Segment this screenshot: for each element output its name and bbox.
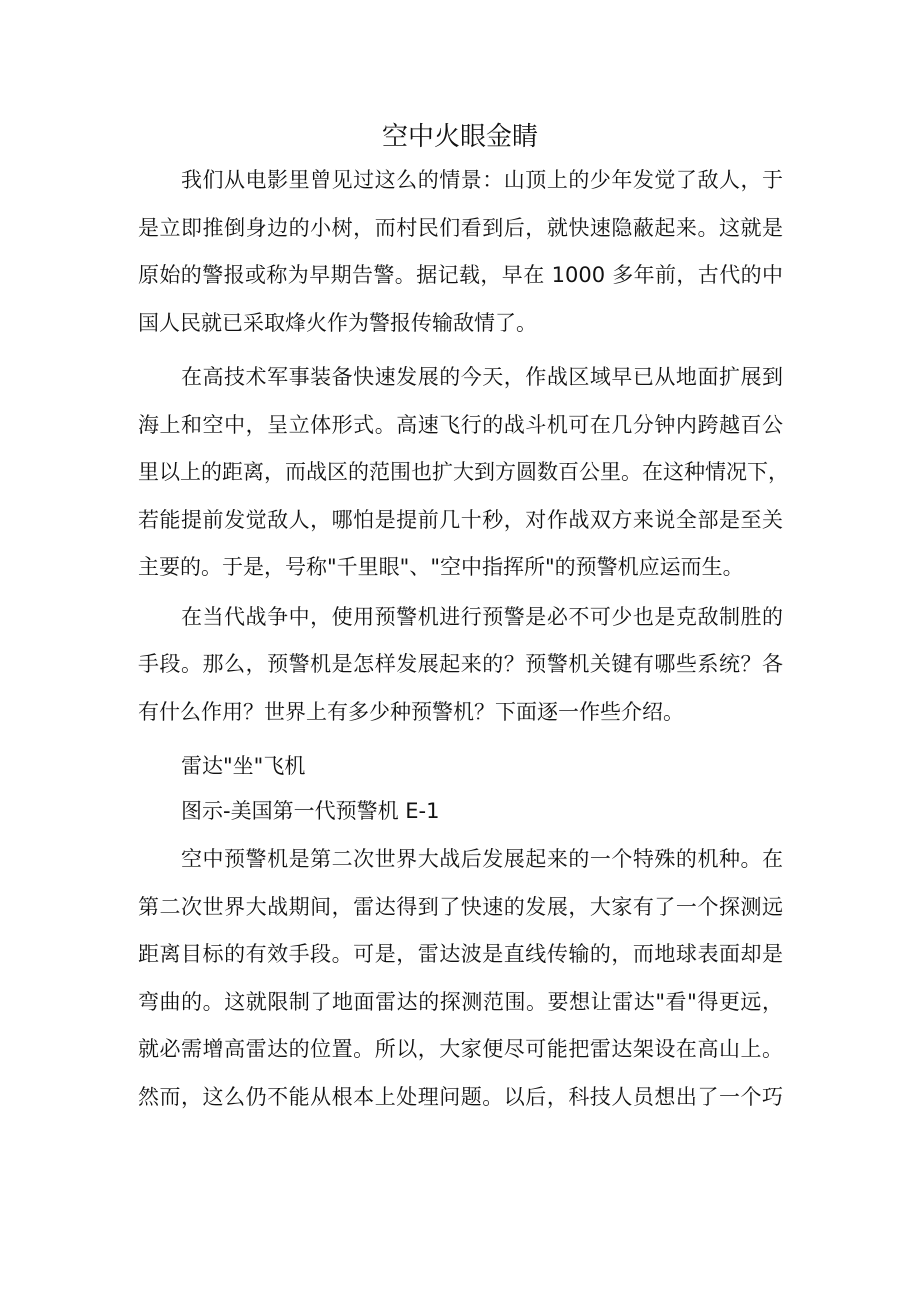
text-line: 海上和空中，呈立体形式。高速飞行的战斗机可在几分钟内跨越百公	[138, 412, 783, 437]
figure-caption	[138, 788, 783, 836]
text-line: 弯曲的。这就限制了地面雷达的探测范围。要想让雷达"看"得更远，	[138, 989, 783, 1014]
paragraph	[138, 594, 783, 737]
text-line: 有什么作用？世界上有多少种预警机？下面逐一作些介绍。	[138, 699, 684, 724]
text-line: 国人民就已采取烽火作为警报传输敌情了。	[138, 310, 537, 335]
text-line: 在高技术军事装备快速发展的今天，作战区域早已从地面扩展到	[181, 365, 783, 389]
text-line: 是立即推倒身边的小树，而村民们看到后，就快速隐蔽起来。这就是	[138, 215, 783, 240]
text-line: 距离目标的有效手段。可是，雷达波是直线传输的，而地球表面却是	[138, 942, 783, 966]
section-heading	[138, 743, 783, 791]
text-line: 若能提前发觉敌人，哪怕是提前几十秒，对作战双方来说全部是至关	[138, 507, 783, 532]
paragraph	[138, 157, 783, 347]
text-line: 雷达"坐"飞机	[181, 754, 306, 778]
text-line: 原始的警报或称为早期告警。据记载，早在 1000 多年前，古代的中	[138, 263, 783, 287]
text-line: 主要的。于是，号称"千里眼"、"空中指挥所"的预警机应运而生。	[138, 555, 744, 579]
text-line: 在当代战争中，使用预警机进行预警是必不可少也是克敌制胜的	[181, 604, 783, 629]
paragraph	[138, 354, 789, 592]
text-line: 空中预警机是第二次世界大战后发展起来的一个特殊的机种。在	[181, 847, 783, 871]
text-line: 图示-美国第一代预警机 E-1	[181, 798, 440, 823]
text-line: 第二次世界大战期间，雷达得到了快速的发展，大家有了一个探测远	[138, 894, 783, 919]
text-line: 然而，这么仍不能从根本上处理问题。以后，科技人员想出了一个巧	[138, 1084, 783, 1109]
text-line: 手段。那么，预警机是怎样发展起来的？预警机关键有哪些系统？各	[138, 652, 783, 676]
document-body	[138, 157, 789, 1121]
text-line: 就必需增高雷达的位置。所以，大家便尽可能把雷达架设在高山上。	[138, 1037, 783, 1061]
text-line: 我们从电影里曾见过这么的情景：山顶上的少年发觉了敌人，于	[181, 168, 783, 192]
text-line: 里以上的距离，而战区的范围也扩大到方圆数百公里。在这种情况下，	[138, 460, 789, 484]
paragraph	[138, 836, 783, 1121]
document-title: 空中火眼金睛	[381, 122, 538, 152]
